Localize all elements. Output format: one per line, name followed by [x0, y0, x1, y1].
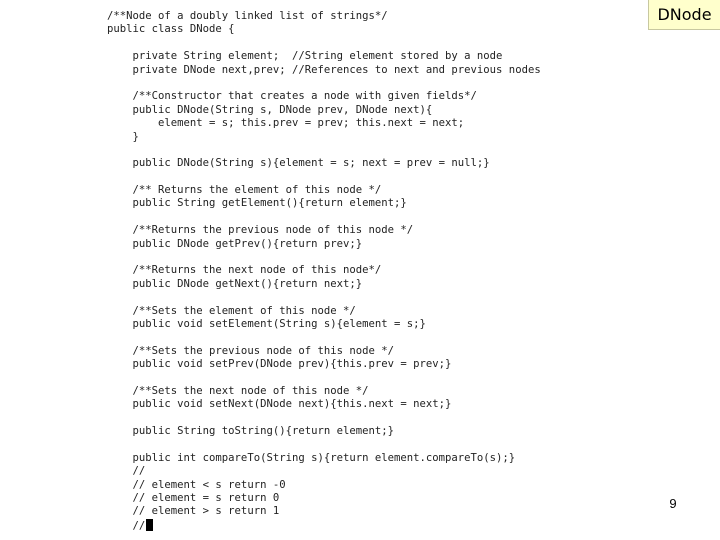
code-line: /** Returns the element of this node */ — [107, 184, 382, 197]
code-line: private String element; //String element stored by a node — [107, 50, 503, 63]
code-line: /**Sets the next node of this node */ — [107, 384, 369, 397]
code-line — [107, 372, 541, 385]
code-listing[interactable] — [107, 10, 541, 532]
slide-title: DNode — [648, 0, 720, 30]
code-line: public DNode getNext(){return next;} — [107, 277, 363, 290]
code-line: // element < s return -0 — [107, 478, 286, 491]
code-line: public DNode(String s){element = s; next = prev = null;} — [107, 157, 490, 170]
code-line: /**Returns the next node of this node*/ — [107, 264, 382, 277]
code-line: /**Sets the previous node of this node */ — [107, 344, 395, 357]
code-line: public void setPrev(DNode prev){this.prev = prev;} — [107, 358, 452, 371]
code-line: public int compareTo(String s){return element.compareTo(s);} — [107, 451, 516, 464]
code-line: public String toString(){return element;} — [107, 425, 395, 438]
code-line — [107, 211, 541, 224]
code-line: public String getElement(){return element;} — [107, 197, 407, 210]
code-line: /**Sets the element of this node */ — [107, 304, 356, 317]
code-line — [107, 439, 541, 452]
code-line — [107, 291, 541, 304]
code-line: public DNode getPrev(){return prev;} — [107, 237, 363, 250]
code-line — [107, 251, 541, 264]
code-line — [107, 37, 541, 50]
code-line: element = s; this.prev = prev; this.next = next; — [107, 117, 465, 130]
code-line: } — [107, 130, 139, 143]
code-line: /**Node of a doubly linked list of strings*/ — [107, 10, 388, 22]
code-line: private DNode next,prev; //References to next and previous nodes — [107, 63, 541, 76]
code-line: // element > s return 1 — [107, 505, 280, 518]
code-line: /**Returns the previous node of this node */ — [107, 224, 414, 237]
code-line: public void setElement(String s){element = s;} — [107, 317, 426, 330]
code-line: // — [107, 465, 146, 478]
code-line: // element = s return 0 — [107, 492, 280, 505]
text-cursor — [146, 519, 153, 531]
code-line: // — [107, 519, 541, 532]
page-number: 9 — [669, 496, 677, 511]
code-line: /**Constructor that creates a node with given fields*/ — [107, 90, 477, 103]
code-line: public DNode(String s, DNode prev, DNode next){ — [107, 103, 433, 116]
code-line — [107, 331, 541, 344]
code-line — [107, 412, 541, 425]
code-line — [107, 77, 541, 90]
code-line — [107, 144, 541, 157]
code-line: public void setNext(DNode next){this.next = next;} — [107, 398, 452, 411]
code-line — [107, 171, 541, 184]
code-line: public class DNode { — [107, 23, 235, 36]
